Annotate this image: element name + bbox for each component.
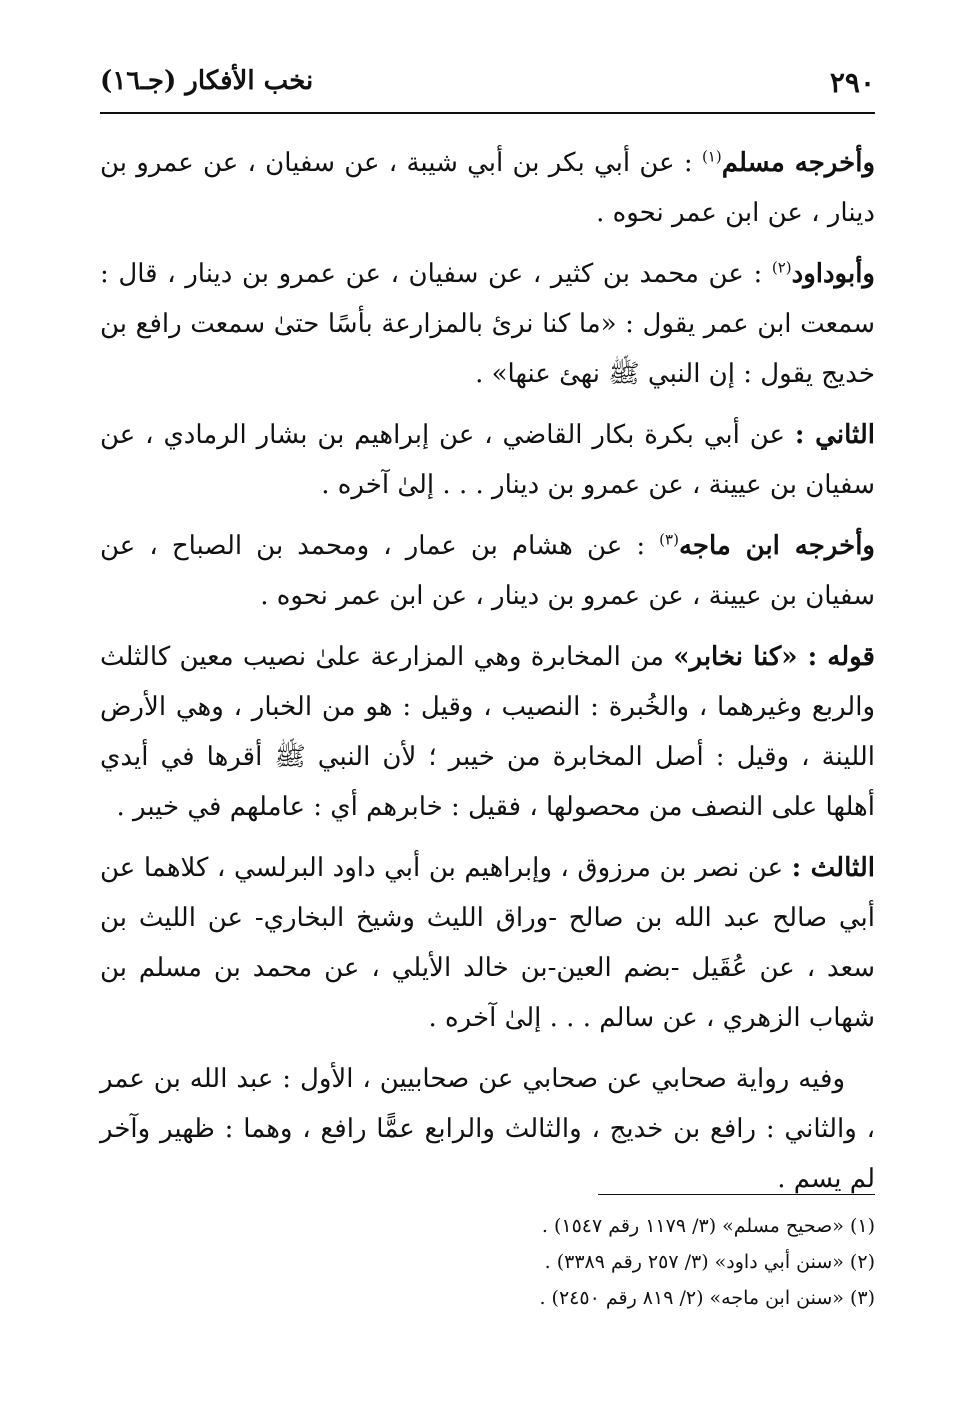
body-text xyxy=(100,138,875,1215)
header-rule xyxy=(100,112,875,114)
page-number: ٢٩٠ xyxy=(829,66,875,99)
footnote-marker: (٣) xyxy=(659,530,679,549)
paragraph-text: : عن محمد بن كثير ، عن سفيان ، عن عمرو بن دينار ، قال : سمعت ابن عمر يقول : «ما كنا نرئ بالمزارعة بأسًا حتىٰ سمعت رافع بن خديج يقول : إن النبي ﷺ نهئ عنها» . xyxy=(100,259,875,389)
paragraph-text: عن نصر بن مرزوق ، وإبراهيم بن أبي داود البرلسي ، كلاهما عن أبي صالح عبد الله بن صالح -وراق الليث وشيخ البخاري- عن الليث بن سعد ، عن عُقَيل -بضم العين-بن خالد الأيلي ، عن محمد بن مسلم بن شهاب الزهري ، عن سالم . . . إلىٰ آخره . xyxy=(100,853,875,1033)
paragraph-text: وفيه رواية صحابي عن صحابي عن صحابيين ، الأول : عبد الله بن عمر ، والثاني : رافع بن خديج ، والثالث والرابع عمًّا رافع ، وهما : ظهير وآخر لم يسم . xyxy=(100,1064,875,1194)
footnotes xyxy=(100,1208,875,1316)
footnote: (٢) «سنن أبي داود» (٣/ ٢٥٧ رقم ٣٣٨٩) . xyxy=(544,1251,875,1273)
footnote-marker: (٢) xyxy=(771,258,792,277)
footnote: (٣) «سنن ابن ماجه» (٢/ ٨١٩ رقم ٢٤٥٠) . xyxy=(539,1287,875,1309)
paragraph xyxy=(100,1054,875,1204)
paragraph xyxy=(100,249,875,399)
paragraph-lead: وأبوداود xyxy=(791,259,875,289)
paragraph xyxy=(100,632,875,832)
running-title: نخب الأفكار (جـ١٦) xyxy=(100,66,314,96)
paragraph xyxy=(100,410,875,510)
paragraph xyxy=(100,138,875,238)
paragraph-lead: الثالث : xyxy=(791,853,875,883)
paragraph-text: : عن أبي بكر بن أبي شيبة ، عن سفيان ، عن عمرو بن دينار ، عن ابن عمر نحوه . xyxy=(100,148,875,228)
paragraph-lead: قوله : «كنا نخابر» xyxy=(673,642,875,672)
paragraph-lead: الثاني : xyxy=(794,420,875,450)
paragraph xyxy=(100,843,875,1043)
paragraph-text: عن أبي بكرة بكار القاضي ، عن إبراهيم بن بشار الرمادي ، عن سفيان بن عيينة ، عن عمرو بن دينار . . . إلىٰ آخره . xyxy=(100,420,875,500)
paragraph-lead: وأخرجه ابن ماجه xyxy=(678,531,875,561)
paragraph-lead: وأخرجه مسلم xyxy=(721,148,876,178)
footnote-rule xyxy=(598,1194,875,1195)
paragraph-text: : عن هشام بن عمار ، ومحمد بن الصباح ، عن سفيان بن عيينة ، عن عمرو بن دينار ، عن ابن عمر نحوه . xyxy=(100,531,875,611)
footnote-marker: (١) xyxy=(701,147,722,166)
paragraph xyxy=(100,521,875,621)
page-header xyxy=(100,66,875,106)
footnote: (١) «صحيح مسلم» (٣/ ١١٧٩ رقم ١٥٤٧) . xyxy=(541,1215,875,1237)
paragraph-text: من المخابرة وهي المزارعة علىٰ نصيب معين كالثلث والربع وغيرهما ، والخُبرة : النصيب ، وقيل : هو من الخبار ، وهي الأرض اللينة ، وقيل : أصل المخابرة من خيبر ؛ لأن النبي ﷺ أقرها في أيدي أهلها على النصف من محصولها ، فقيل : خابرهم أي : عاملهم في خيبر . xyxy=(100,642,875,822)
